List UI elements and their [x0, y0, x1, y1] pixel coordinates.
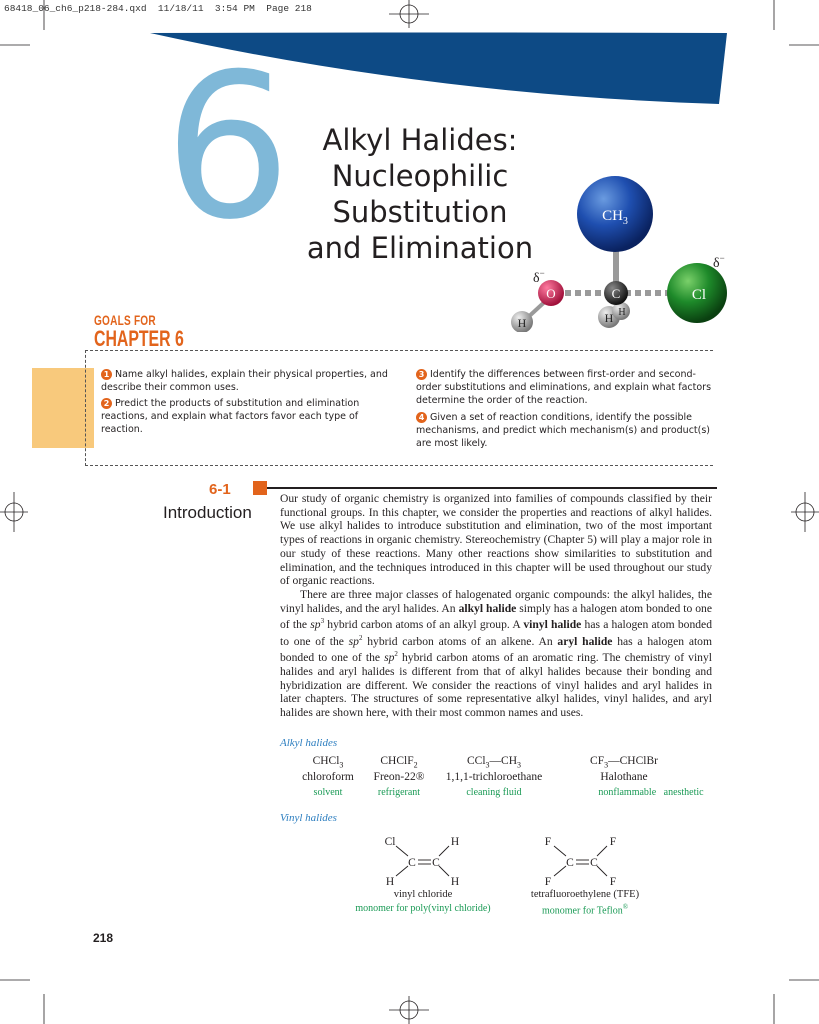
header-banner — [0, 0, 819, 120]
tfe-atom-br: F — [609, 876, 617, 888]
alkyl-halides-label: Alkyl halides — [280, 737, 338, 749]
vinyl-chloride-use: monomer for poly(vinyl chloride) — [355, 903, 491, 914]
tfe-atom-tl: F — [544, 836, 552, 848]
section-rule — [267, 487, 717, 489]
tfe-carbon-1: C — [566, 857, 574, 869]
goal-2: 2 Predict the products of substitution and elimination reactions, and explain what factors favor each type of reaction. — [101, 398, 360, 435]
paragraph-1: Our study of organic chemistry is organized into families of compounds classified by their functional groups. In this chapter, we consider the properties and reactions of alkyl halides. We use alkyl halides to introduce substitution and elimination, two of the most important types of reactions in organic chemistry. Stereochemistry (Chapter 5) will play a major role in our study of these reactions. Many other reactions show similarities to substitution and elimination, and the techniques introduced in this chapter will be used throughout our study of organic reactions. — [280, 492, 712, 588]
carbon-label: C — [611, 286, 621, 301]
halothane-formula: $CF_3—CHClBr$ — [590, 755, 658, 770]
hydrogen-label: H — [618, 307, 626, 318]
section-marker — [253, 481, 267, 495]
vc-carbon-2: C — [432, 857, 440, 869]
tfe-atom-tr: F — [609, 836, 617, 848]
section-number: 6-1 — [209, 481, 231, 498]
vc-atom-tr: H — [450, 836, 460, 848]
trichloroethane-use: cleaning fluid — [466, 787, 522, 798]
tfe-atom-bl: F — [544, 876, 552, 888]
chapter-title: Alkyl Halides: Nucleophilic Substitution and Elimination — [306, 123, 534, 265]
page-number: 218 — [93, 931, 114, 945]
body-text — [280, 492, 712, 720]
freon-formula: CHClF$_2$ — [380, 755, 418, 770]
vinyl-chloride-structure — [378, 830, 478, 892]
vc-atom-bl: H — [385, 876, 395, 888]
vc-atom-tl: Cl — [384, 836, 396, 848]
partial-charge-left: δ− — [533, 268, 545, 286]
goals-heading: GOALS FOR CHAPTER 6 — [94, 312, 184, 351]
goal-3: 3 Identify the differences between first-order and second-order substitutions and eliminations, and explain what factors determine the order of the reaction. — [416, 369, 712, 406]
halothane-name: Halothane — [600, 771, 648, 783]
trichloroethane-name: 1,1,1-trichloroethane — [445, 771, 543, 783]
goal-1: 1 Name alkyl halides, explain their physical properties, and describe their common uses. — [101, 369, 388, 393]
tfe-structure — [536, 830, 636, 892]
section-title: Introduction — [163, 503, 252, 522]
tfe-name: tetrafluoroethylene (TFE) — [530, 889, 640, 900]
chlorine-label: Cl — [691, 287, 707, 303]
printer-slug: 68418_06_ch6_p218-284.qxd 11/18/11 3:54 PM Page 218 — [4, 3, 312, 14]
sn2-transition-state-model — [495, 172, 740, 332]
trichloroethane-formula: $CCl_3—CH_3$ — [466, 755, 522, 770]
goal-4: 4 Given a set of reaction conditions, identify the possible mechanisms, and predict which mechanism(s) and product(s) are most likely. — [416, 412, 711, 449]
vinyl-halides-label: Vinyl halides — [280, 812, 337, 824]
chloroform-use: solvent — [313, 787, 343, 798]
paragraph-2: There are three major classes of halogenated organic compounds: the alkyl halides, the vinyl halides, and the aryl halides. An alkyl halide simply has a halogen atom bonded to one of the $sp^3$ hybrid carbon atoms of an alkyl group. A vinyl halide has a halogen atom bonded to one of the $sp^2$ hybrid carbon atoms of an alkene. An aryl halide has a halogen atom bonded to one of the $sp^2$ hybrid carbon atoms of an aromatic ring. The chemistry of vinyl halides and aryl halides is different from that of alkyl halides because their bonding and hybridization are different. We consider the reactions of vinyl halides and aryl halides in later chapters. The structures of some representative alkyl halides, vinyl halides, and aryl halides are shown here, with their most common names and uses. — [280, 587, 712, 720]
vc-carbon-1: C — [408, 857, 416, 869]
hydrogen-label: H — [517, 316, 527, 330]
tfe-carbon-2: C — [590, 857, 598, 869]
freon-name: Freon-22® — [373, 771, 425, 783]
chloroform-formula: CHCl$_3$ — [312, 755, 344, 770]
freon-use: refrigerant — [377, 787, 421, 798]
methyl-label: $CH_3$ — [602, 208, 628, 227]
vinyl-chloride-name: vinyl chloride — [393, 889, 453, 900]
chapter-number: 6 — [164, 31, 292, 264]
halothane-use: nonflammable anesthetic — [598, 787, 704, 798]
hydrogen-label: H — [604, 311, 614, 325]
oxygen-label: O — [546, 286, 556, 301]
tfe-use: monomer for Teflon® — [541, 903, 629, 917]
vc-atom-br: H — [450, 876, 460, 888]
chloroform-name: chloroform — [302, 771, 354, 783]
partial-charge-right: δ− — [713, 253, 725, 271]
